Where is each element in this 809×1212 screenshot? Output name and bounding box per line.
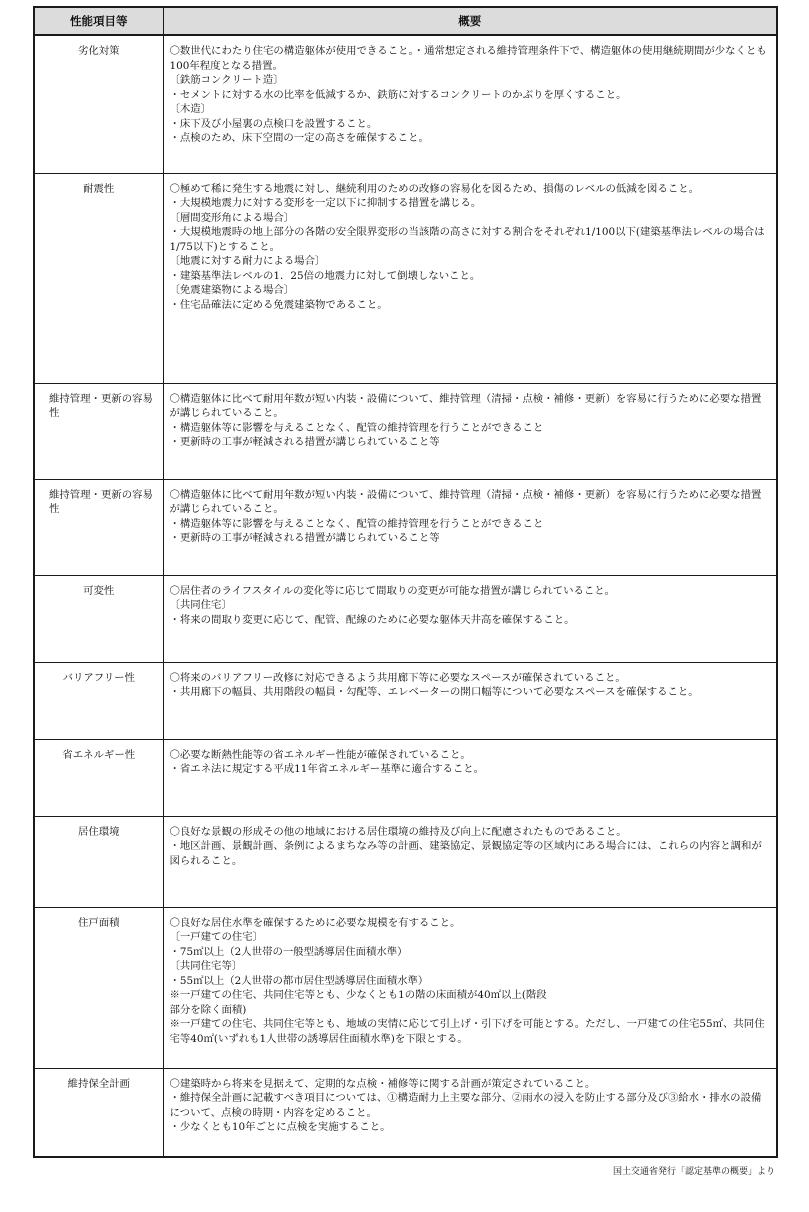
row-summary (163, 383, 777, 479)
row-item-label: 可変性 (34, 575, 163, 662)
table-row (34, 383, 777, 479)
row-summary (163, 575, 777, 662)
summary-line: 〇構造躯体に比べて耐用年数が短い内装・設備について、維持管理（清掃・点検・補修・更新）を容易に行うために必要な措置が講じられていること。 (169, 488, 762, 515)
row-item-label: バリアフリー性 (34, 662, 163, 739)
row-summary (163, 1068, 777, 1157)
row-item-label: 維持保全計画 (34, 1068, 163, 1157)
summary-line: 〇極めて稀に発生する地震に対し、継続利用のための改修の容易化を図るため、損傷のレベルの低減を図ること。 (169, 182, 700, 195)
summary-line: 〇居住者のライフスタイルの変化等に応じて間取りの変更が可能な措置が講じられていること。 (169, 584, 616, 597)
summary-line: ・更新時の工事が軽減される措置が講じられていること等 (169, 436, 440, 448)
summary-line: ・セメントに対する水の比率を低減するか、鉄筋に対するコンクリートのかぶりを厚くすること。 (169, 88, 627, 101)
summary-line: ・大規模地震力に対する変形を一定以下に抑制する措置を講じる。 (169, 197, 482, 209)
row-item-label: 居住環境 (34, 816, 163, 907)
summary-line: 〇数世代にわたり住宅の構造躯体が使用できること。・通常想定される維持管理条件下で、構造躯体の使用継続期間が少なくとも100年程度となる措置。 (169, 45, 767, 72)
summary-line: ・少なくとも10年ごとに点検を実施すること。 (169, 1121, 391, 1133)
table-row (34, 575, 777, 662)
performance-criteria-table (33, 6, 778, 1158)
summary-line: ・55㎡以上（2人世帯の都市居住型誘導居住面積水準） (169, 974, 429, 987)
summary-line: 部分を除く面積) (169, 1003, 247, 1016)
summary-line: 〔鉄筋コンクリート造〕 (169, 74, 284, 86)
summary-line: 〔免震建築物による場合〕 (169, 284, 295, 296)
summary-line: ・構造躯体等に影響を与えることなく、配管の維持管理を行うことができること (169, 517, 544, 530)
row-summary (163, 35, 777, 173)
summary-line: 〇建築時から将来を見据えて、定期的な点検・補修等に関する計画が策定されていること。 (169, 1077, 596, 1090)
table-body (34, 35, 777, 1157)
summary-line: 〔共同住宅〕 (169, 599, 232, 611)
header-summary: 概要 (163, 7, 777, 35)
summary-line: 〔木造〕 (169, 103, 212, 115)
summary-line: 〔地震に対する耐力による場合〕 (169, 255, 326, 267)
table-row (34, 1068, 777, 1157)
summary-line: ・維持保全計画に記載すべき項目については、①構造耐力上主要な部分、②雨水の浸入を防止する部分及び③給水・排水の設備について、点検の時期・内容を定めること。 (169, 1092, 762, 1119)
summary-line: ・省エネ法に規定する平成11年省エネルギー基準に適合すること。 (169, 763, 485, 775)
summary-line: 〇構造躯体に比べて耐用年数が短い内装・設備について、維持管理（清掃・点検・補修・更新）を容易に行うために必要な措置が講じられていること。 (169, 392, 762, 419)
table-header-row (34, 7, 777, 35)
summary-line: ※一戸建ての住宅、共同住宅等とも、少なくとも1の階の床面積が40㎡以上(階段 (169, 989, 547, 1001)
row-summary (163, 907, 777, 1068)
row-item-label: 省エネルギー性 (34, 739, 163, 816)
summary-line: ・75㎡以上（2人世帯の一般型誘導居住面積水準） (169, 945, 408, 958)
summary-line: ※一戸建ての住宅、共同住宅等とも、地域の実情に応じて引上げ・引下げを可能とする。ただし、一戸建ての住宅55㎡、共同住宅等40㎡(いずれも1人世帯の誘導居住面積水準)を下限とする。 (169, 1018, 765, 1045)
table-row (34, 662, 777, 739)
summary-line: ・大規模地震時の地上部分の各階の安全限界変形の当該階の高さに対する割合をそれぞれ1/100以下(建築基準法レベルの場合は1/75以下)とすること。 (169, 226, 765, 253)
row-item-label: 耐震性 (34, 173, 163, 383)
row-summary (163, 479, 777, 575)
row-item-label: 維持管理・更新の容易性 (34, 479, 163, 575)
source-note: 国土交通省発行「認定基準の概要」より (612, 1167, 775, 1177)
row-item-label: 維持管理・更新の容易性 (34, 383, 163, 479)
row-summary (163, 739, 777, 816)
summary-line: 〇必要な断熱性能等の省エネルギー性能が確保されていること。 (169, 748, 471, 761)
row-summary (163, 662, 777, 739)
row-summary (163, 173, 777, 383)
table-row (34, 173, 777, 383)
row-item-label: 住戸面積 (34, 907, 163, 1068)
summary-line: 〇将来のバリアフリー改修に対応できるよう共用廊下等に必要なスペースが確保されていること。 (169, 671, 626, 684)
summary-line: 〔共同住宅等〕 (169, 960, 243, 972)
table-row (34, 907, 777, 1068)
row-summary (163, 816, 777, 907)
table-row (34, 35, 777, 173)
summary-line: ・更新時の工事が軽減される措置が講じられていること等 (169, 532, 440, 544)
table-row (34, 479, 777, 575)
summary-line: ・将来の間取り変更に応じて、配管、配線のために必要な躯体天井高を確保すること。 (169, 613, 575, 626)
summary-line: ・点検のため、床下空間の一定の高さを確保すること。 (169, 132, 429, 144)
summary-line: 〔一戸建ての住宅〕 (169, 931, 264, 943)
summary-line: 〔層間変形角による場合〕 (169, 211, 295, 224)
row-item-label: 劣化対策 (34, 35, 163, 173)
table-row (34, 816, 777, 907)
summary-line: ・地区計画、景観計画、条例によるまちなみ等の計画、建築協定、景観協定等の区域内にある場合には、これらの内容と調和が図られること。 (169, 840, 762, 867)
summary-line: ・建築基準法レベルの1．25倍の地震力に対して倒壊しないこと。 (169, 269, 481, 282)
header-item: 性能項目等 (34, 7, 163, 35)
table-row (34, 739, 777, 816)
summary-line: ・住宅品確法に定める免震建築物であること。 (169, 298, 388, 311)
summary-line: 〇良好な居住水準を確保するために必要な規模を有すること。 (169, 916, 461, 929)
summary-line: ・共用廊下の幅員、共用階段の幅員・勾配等、エレベーターの開口幅等について必要なスペースを確保すること。 (169, 686, 699, 698)
summary-line: ・床下及び小屋裏の点検口を設置すること。 (169, 117, 378, 130)
summary-line: 〇良好な景観の形成その他の地域における居住環境の維持及び向上に配慮されたものであること。 (169, 825, 627, 838)
summary-line: ・構造躯体等に影響を与えることなく、配管の維持管理を行うことができること (169, 421, 544, 434)
